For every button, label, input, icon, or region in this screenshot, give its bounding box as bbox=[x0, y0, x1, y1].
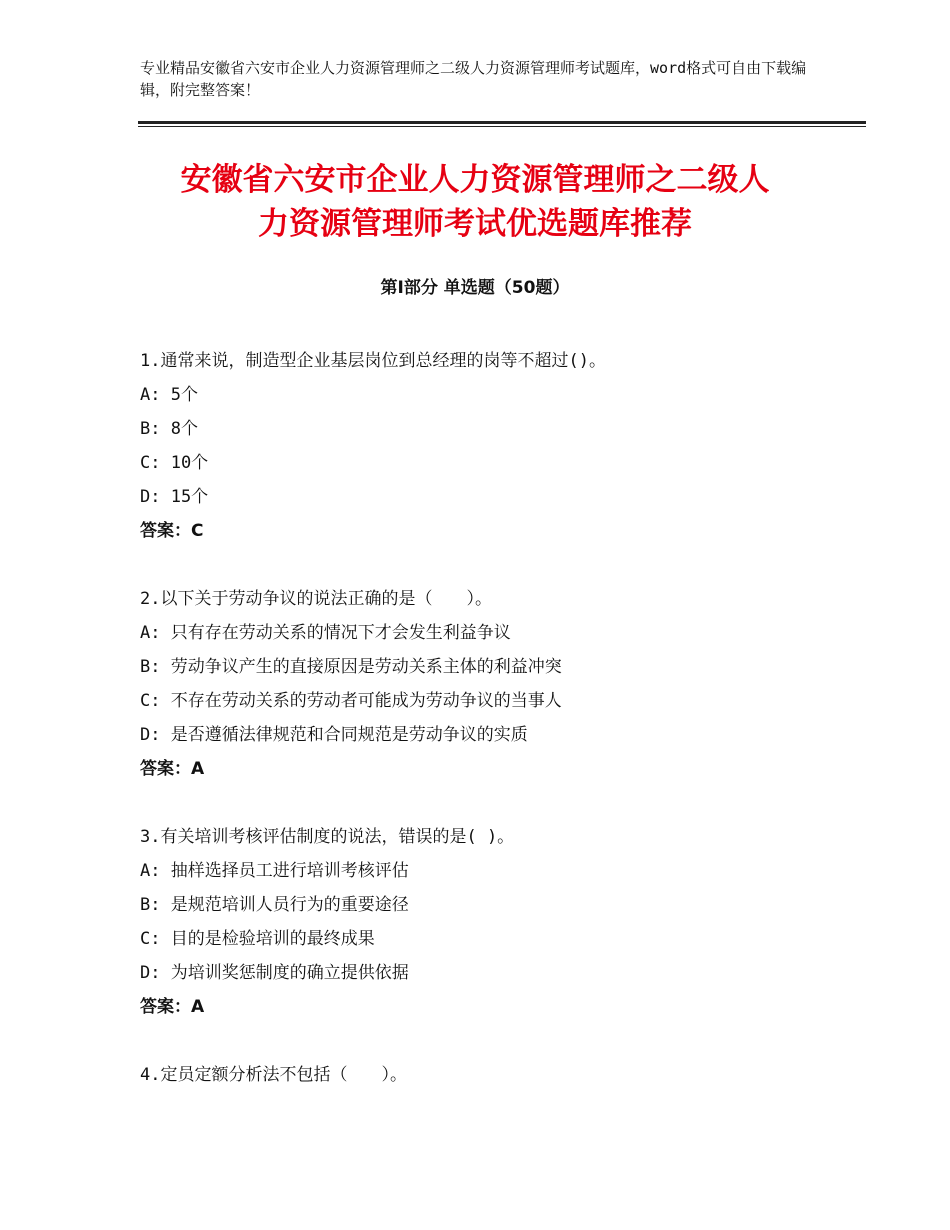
option-b: B: 是规范培训人员行为的重要途径 bbox=[140, 895, 409, 915]
question-stem: 3.有关培训考核评估制度的说法，错误的是( )。 bbox=[140, 827, 515, 847]
answer-label: 答案：C bbox=[140, 521, 204, 541]
answer-label: 答案：A bbox=[140, 997, 205, 1017]
option-a: A: 只有存在劳动关系的情况下才会发生利益争议 bbox=[140, 623, 511, 643]
answer-label: 答案：A bbox=[140, 759, 205, 779]
option-b: B: 8个 bbox=[140, 419, 198, 439]
document-title-line-2: 力资源管理师考试优选题库推荐 bbox=[258, 206, 692, 242]
header-note: 专业精品安徽省六安市企业人力资源管理师之二级人力资源管理师考试题库，word格式可自由下载编辑，附完整答案！ bbox=[140, 59, 807, 99]
header-divider-thin bbox=[138, 126, 866, 127]
question-2 bbox=[140, 582, 840, 786]
header-divider-thick bbox=[138, 121, 866, 124]
section-heading: 第Ⅰ部分 单选题（50题） bbox=[380, 278, 570, 298]
document-title bbox=[110, 158, 840, 246]
question-stem: 1.通常来说，制造型企业基层岗位到总经理的岗等不超过()。 bbox=[140, 351, 606, 371]
question-list bbox=[140, 344, 840, 1126]
option-d: D: 是否遵循法律规范和合同规范是劳动争议的实质 bbox=[140, 725, 528, 745]
option-c: C: 目的是检验培训的最终成果 bbox=[140, 929, 375, 949]
option-b: B: 劳动争议产生的直接原因是劳动关系主体的利益冲突 bbox=[140, 657, 562, 677]
option-a: A: 5个 bbox=[140, 385, 198, 405]
document-title-line-1: 安徽省六安市企业人力资源管理师之二级人 bbox=[180, 162, 770, 198]
question-1 bbox=[140, 344, 840, 548]
option-c: C: 10个 bbox=[140, 453, 209, 473]
option-d: D: 为培训奖惩制度的确立提供依据 bbox=[140, 963, 409, 983]
option-d: D: 15个 bbox=[140, 487, 209, 507]
question-4 bbox=[140, 1058, 840, 1092]
option-a: A: 抽样选择员工进行培训考核评估 bbox=[140, 861, 409, 881]
question-3 bbox=[140, 820, 840, 1024]
question-stem: 4.定员定额分析法不包括（ ）。 bbox=[140, 1065, 407, 1085]
question-stem: 2.以下关于劳动争议的说法正确的是（ ）。 bbox=[140, 589, 492, 609]
option-c: C: 不存在劳动关系的劳动者可能成为劳动争议的当事人 bbox=[140, 691, 562, 711]
